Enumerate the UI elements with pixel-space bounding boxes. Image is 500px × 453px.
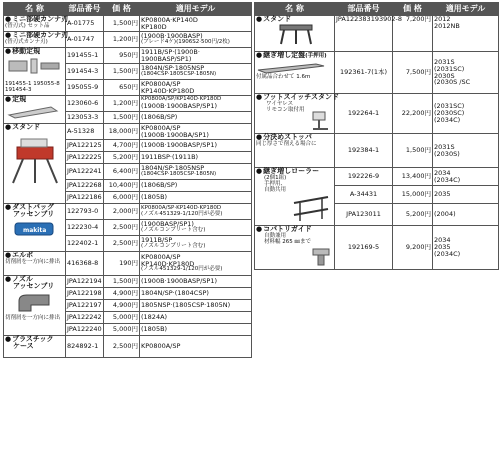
part-price: 2,500円	[104, 236, 140, 252]
ruler-illustration-icon	[5, 103, 61, 119]
part-model: 1805NSP·(1805CSP·1805N)	[140, 300, 252, 312]
part-price: 5,200円	[104, 152, 140, 164]
part-price: 13,400円	[393, 168, 433, 186]
part-name-text: 継ぎ増しローラー	[263, 167, 320, 175]
part-sub-text: (替刃式カンナ刃)	[5, 39, 48, 46]
part-model	[433, 52, 499, 94]
footswitch-illustration-icon	[310, 109, 332, 131]
bullet-icon: ●	[5, 31, 12, 39]
part-code: JPA122197	[66, 300, 104, 312]
bullet-icon: ●	[256, 93, 263, 101]
part-note: 材料幅 265 ㎜まで	[264, 239, 311, 246]
part-sub-text: (替刃式) セット品	[5, 23, 50, 30]
edge-guide-illustration-icon	[310, 245, 332, 267]
part-code: JPA122125	[66, 140, 104, 152]
part-price: 7,200円	[393, 16, 433, 52]
table-header	[4, 3, 252, 16]
table-header	[255, 3, 499, 16]
bullet-icon: ●	[5, 95, 12, 103]
part-price: 1,500円	[104, 112, 140, 124]
model-line: (1804CSP·1805CSP·1805N)	[141, 71, 217, 78]
part-sub-text: 切削屑を一方向に排出	[5, 259, 61, 266]
part-code: JPA123011	[335, 204, 393, 226]
part-model: KP0800A/SP	[140, 336, 252, 358]
part-code	[335, 52, 393, 94]
bullet-icon: ●	[5, 47, 12, 55]
part-model: 1804N/SP·(1804CSP)	[140, 288, 252, 300]
part-model: (1805B)	[140, 324, 252, 336]
part-model	[140, 48, 252, 64]
part-name-text: ケース	[13, 342, 34, 351]
part-price: 10,400円	[104, 180, 140, 192]
part-name	[4, 15, 69, 32]
part-code: 191454-3	[66, 64, 104, 80]
nozzle-illustration-icon	[15, 291, 55, 315]
part-price: 5,200円	[393, 204, 433, 226]
model-line: (1900B·1900BASP)	[141, 32, 203, 41]
table-row	[255, 134, 499, 168]
part-name-text: 分決めストッパ	[263, 133, 312, 141]
bullet-icon: ●	[256, 51, 263, 59]
part-code: JPA122268	[66, 180, 104, 192]
table-row	[4, 48, 252, 64]
table-row	[255, 52, 499, 94]
guide-label: 195055-8	[33, 81, 60, 88]
part-price: 9,200円	[393, 226, 433, 270]
model-line: (2034C)	[434, 175, 461, 184]
guide-label: 191454-3	[5, 87, 32, 94]
part-name-text: アッセンブリ	[13, 210, 55, 219]
svg-text:makita: makita	[23, 226, 47, 234]
part-code: 192264-1	[335, 94, 393, 134]
part-name-text: ミニ部硬カンナ刃	[12, 31, 69, 39]
part-name-guide	[4, 96, 66, 124]
part-code: 192384-1	[335, 134, 393, 168]
col-code-header: 部品番号	[335, 3, 393, 16]
col-name-header: 名 称	[255, 3, 335, 16]
table-row	[4, 204, 252, 220]
part-price: 2,500円	[104, 336, 140, 358]
part-name-text: 移動定規	[12, 47, 41, 55]
part-model	[433, 94, 499, 134]
part-name-text: ノズル	[12, 275, 33, 283]
part-model: 2035	[433, 186, 499, 204]
model-line: (ノズル451329-1/120円が必要)	[141, 210, 223, 217]
part-name-text: 継ぎ増し定盤	[263, 51, 306, 59]
model-line: (ブレード4ケ)(1906S2·500円/2枚)	[141, 39, 230, 46]
model-line: (2031SC)	[434, 64, 465, 73]
part-price: 190円	[104, 252, 140, 276]
part-note: 手押用、	[264, 181, 287, 188]
bullet-icon: ●	[256, 225, 263, 233]
part-code: JPA122241	[66, 164, 104, 180]
table-row	[4, 16, 252, 32]
part-note: 同じ厚さで削える場合に	[256, 141, 317, 148]
stand-illustration-icon	[276, 23, 316, 45]
bullet-icon: ●	[5, 251, 12, 259]
model-line: 2012	[434, 15, 451, 23]
part-sub-text: (手押用)	[305, 53, 327, 59]
col-model-header: 適用モデル	[140, 3, 252, 16]
part-name-moving-guide	[4, 48, 66, 96]
model-line: (2031SC)	[434, 102, 465, 111]
table-row	[4, 336, 252, 358]
dustbag-illustration-icon	[13, 219, 57, 239]
model-line: (1900BASP/SP1)	[141, 220, 194, 229]
table-row	[255, 168, 499, 186]
bullet-icon: ●	[5, 15, 12, 23]
part-price: 22,200円	[393, 94, 433, 134]
part-name-text: エルボ	[12, 251, 34, 259]
part-price: 4,900円	[104, 288, 140, 300]
guide-label: 191455-1	[5, 81, 32, 88]
part-model	[140, 236, 252, 252]
bullet-icon: ●	[5, 203, 12, 211]
part-price: 7,500円	[393, 52, 433, 94]
part-name-extension-table	[255, 52, 335, 94]
code-line: 193902-8	[370, 15, 402, 23]
part-note: (2個1組)	[264, 175, 287, 182]
part-model	[140, 64, 252, 80]
part-model	[140, 164, 252, 180]
model-line: KP180D	[141, 22, 167, 31]
left-parts-table	[3, 2, 252, 358]
part-model: (1900B·1900BASP/SP1)	[140, 140, 252, 152]
part-code: JPA122240	[66, 324, 104, 336]
part-price: 1,500円	[104, 276, 140, 288]
part-code: 192169-5	[335, 226, 393, 270]
part-model: (1806B/SP)	[140, 180, 252, 192]
part-name-stand	[255, 16, 335, 52]
model-line: (1806B/SP)	[141, 113, 178, 122]
part-code: 122402-1	[66, 236, 104, 252]
model-line: 1804N/SP·1805NSP	[141, 164, 205, 173]
part-model: (1900B·1900BASP/SP1)	[140, 276, 252, 288]
table-row	[4, 124, 252, 140]
part-model: 1911BSP·(1911B)	[140, 152, 252, 164]
model-line: 1911B/SP	[141, 236, 173, 245]
code-line: (1本)	[371, 68, 387, 77]
part-model	[140, 124, 252, 140]
part-price: 5,000円	[104, 312, 140, 324]
part-model	[140, 32, 252, 48]
part-model	[140, 16, 252, 32]
table-row	[4, 32, 252, 48]
model-line: (2034C)	[434, 249, 461, 258]
part-note: 付属品合わせて 1.6m	[256, 73, 311, 80]
model-line: 2035	[434, 243, 451, 252]
part-price: 1,500円	[104, 64, 140, 80]
bullet-icon: ●	[5, 335, 12, 343]
table-row	[4, 252, 252, 276]
part-name-text: プラスチック	[12, 335, 54, 343]
part-price: 6,400円	[104, 164, 140, 180]
model-line: 2031S	[434, 57, 455, 66]
part-name-text: スタンド	[263, 15, 292, 23]
model-line: 1900BASP/SP1)	[141, 54, 192, 63]
part-code: 416368-8	[66, 252, 104, 276]
part-name-text: ダストバッグ	[12, 203, 54, 211]
part-sub-text: 切削屑を一方向に排出	[5, 314, 61, 321]
bullet-icon: ●	[5, 123, 12, 131]
model-line: (1900B·1900BA/SP1)	[141, 130, 209, 139]
part-code: 195055-9	[66, 80, 104, 96]
part-model	[140, 112, 252, 124]
bullet-icon: ●	[256, 15, 263, 23]
model-line: 2034	[434, 236, 451, 245]
part-model	[140, 96, 252, 112]
col-name-header: 名 称	[4, 3, 66, 16]
model-line: KP140D·KP180D	[141, 259, 195, 268]
model-line: 2012NB	[434, 21, 460, 30]
table-row	[255, 94, 499, 134]
model-line: (ノズルコンプリート含む)	[141, 243, 206, 250]
part-price: 2,000円	[104, 204, 140, 220]
code-line: JPA122383	[336, 15, 371, 23]
part-code: JPA122194	[66, 276, 104, 288]
part-price: 1,200円	[104, 32, 140, 48]
table-row	[4, 276, 252, 288]
part-price: 15,000円	[393, 186, 433, 204]
part-note: 自動兼用	[264, 233, 287, 240]
part-model: (1824A)	[140, 312, 252, 324]
model-line: (ノズルコンプリート含む)	[141, 227, 206, 234]
model-line: KP0800A/SP	[141, 123, 181, 132]
model-line: 2031S	[434, 142, 455, 151]
part-name-dustbag	[4, 204, 66, 252]
model-line: (2030S)	[434, 149, 460, 158]
part-code: 824892-1	[66, 336, 104, 358]
bullet-icon: ●	[5, 275, 12, 283]
model-line: (2030S /SC	[434, 78, 471, 87]
col-model-header: 適用モデル	[433, 3, 499, 16]
right-parts-table	[254, 2, 499, 270]
part-model	[433, 16, 499, 52]
bullet-icon: ●	[256, 133, 263, 141]
col-price-header: 価 格	[393, 3, 433, 16]
part-name-roller	[255, 168, 335, 226]
part-code: 191455-1	[66, 48, 104, 64]
part-price: 950円	[104, 48, 140, 64]
part-code: JPA122242	[66, 312, 104, 324]
part-note: リモコン取付用	[266, 107, 305, 114]
part-name-stand	[4, 124, 66, 204]
model-line: (2030SC)	[434, 109, 465, 118]
part-price: 2,500円	[104, 220, 140, 236]
model-line: (2034C)	[434, 115, 461, 124]
model-line: KP0800A/SP	[141, 252, 181, 261]
model-line: (1804CSP·1805CSP·1805N)	[141, 171, 217, 178]
part-code: A-01747	[66, 32, 104, 48]
part-price: 1,500円	[393, 134, 433, 168]
part-code: JPA122225	[66, 152, 104, 164]
part-model	[433, 134, 499, 168]
model-line: 1911B/SP·(1900B·	[141, 47, 200, 56]
model-line: KP140D·KP180D	[141, 86, 195, 95]
part-model	[140, 204, 252, 220]
part-code: 192226-9	[335, 168, 393, 186]
stand-illustration-icon	[5, 135, 63, 187]
model-line: 2030S	[434, 71, 455, 80]
part-model: (1805B)	[140, 192, 252, 204]
model-line: (ノズル451329-1/120円が必要)	[141, 266, 223, 273]
part-name-nozzle	[4, 276, 66, 336]
part-note: 自動共用	[264, 187, 287, 194]
part-code: A-01775	[66, 16, 104, 32]
bullet-icon: ●	[256, 167, 263, 175]
part-name-edge-guide	[255, 226, 335, 270]
part-code: 122793-0	[66, 204, 104, 220]
part-model: (2004)	[433, 204, 499, 226]
part-note: ワイヤレス	[266, 101, 294, 108]
model-line: 2034	[434, 168, 451, 177]
part-price: 18,000円	[104, 124, 140, 140]
part-code: A-51328	[66, 124, 104, 140]
model-line: 1804N/SP·1805NSP	[141, 64, 205, 73]
model-line: KP0800A/SP/KP140D·KP180D	[141, 96, 222, 103]
part-price: 650円	[104, 80, 140, 96]
part-price: 4,900円	[104, 300, 140, 312]
part-code: JPA122186	[66, 192, 104, 204]
part-model	[433, 168, 499, 186]
part-price: 4,700円	[104, 140, 140, 152]
part-name-stopper	[255, 134, 335, 168]
part-code: 123053-3	[66, 112, 104, 124]
col-code-header: 部品番号	[66, 3, 104, 16]
part-code: A-34431	[335, 186, 393, 204]
part-name-case	[4, 336, 66, 358]
part-code	[335, 15, 402, 52]
part-price: 6,000円	[104, 192, 140, 204]
model-line: KP0800A·KP140D	[141, 15, 198, 24]
model-line: KP0800A/SP·KP140D·KP180D	[141, 204, 222, 211]
part-name-text: ミニ部硬カンナ刃	[12, 15, 69, 23]
part-price: 5,000円	[104, 324, 140, 336]
part-name-footswitch-stand	[255, 93, 339, 134]
table-row	[4, 96, 252, 112]
col-price-header: 価 格	[104, 3, 140, 16]
part-name-text: アッセンブリ	[13, 282, 55, 291]
model-line: (1900B·1900BASP/SP1)	[141, 101, 218, 110]
roller-illustration-icon	[292, 193, 332, 223]
code-line: 192361-7	[339, 68, 372, 77]
part-model	[433, 226, 499, 270]
part-name-text: コバトリガイド	[263, 225, 312, 233]
part-code: JPA122198	[66, 288, 104, 300]
part-model	[140, 220, 252, 236]
table-row	[255, 226, 499, 270]
part-name-text: フットスイッチスタンド	[263, 93, 339, 101]
model-line: KP0800A/SP	[141, 79, 181, 88]
part-model	[140, 252, 252, 276]
part-code: 123060-6	[66, 96, 104, 112]
guide-labels	[5, 81, 64, 93]
part-name	[4, 31, 69, 48]
part-code: 122230-4	[66, 220, 104, 236]
part-model	[140, 80, 252, 96]
extension-table-illustration-icon	[256, 60, 326, 74]
part-price: 1,500円	[104, 16, 140, 32]
part-name-text: 定規	[12, 95, 27, 103]
part-name-text: スタンド	[12, 123, 41, 131]
part-price: 1,200円	[104, 96, 140, 112]
part-name-elbow	[4, 252, 66, 276]
guide-illustration-icon	[5, 57, 61, 81]
table-row	[255, 16, 499, 52]
